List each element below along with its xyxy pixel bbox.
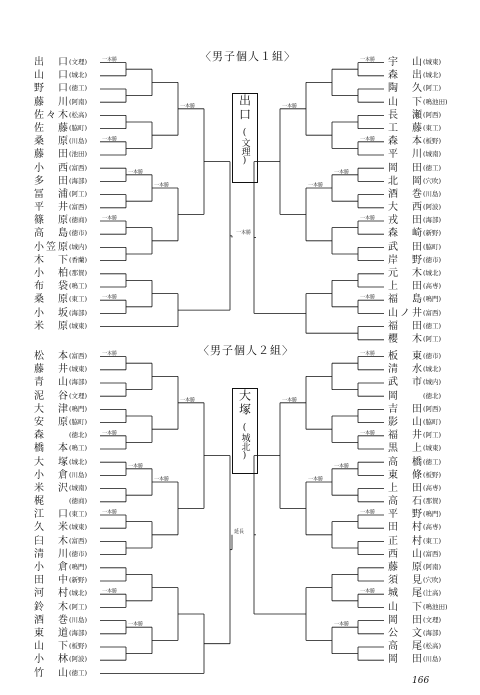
player-name: 公 文 bbox=[388, 627, 422, 639]
final-mark: 一本勝 bbox=[236, 229, 252, 236]
score-mark: 一本勝 bbox=[128, 463, 144, 470]
player-school: (阿工) bbox=[423, 334, 442, 343]
player-school: (徳商) bbox=[69, 216, 88, 225]
player-name: 武 市 bbox=[388, 377, 422, 389]
player-school: (板野) bbox=[69, 642, 88, 651]
player-school: (城内) bbox=[69, 242, 88, 251]
player-school: (穴吹) bbox=[423, 576, 442, 585]
player-name: 清 川 bbox=[34, 548, 68, 560]
score-mark: 一本勝 bbox=[308, 182, 324, 189]
player-name: 高 橋 bbox=[388, 456, 422, 468]
player-school: (海部) bbox=[69, 308, 88, 317]
player-name: 黒 上 bbox=[388, 443, 422, 455]
player-name: 小笠原 bbox=[34, 241, 68, 253]
player-school: (川島) bbox=[69, 615, 88, 624]
player-name: 元 木 bbox=[388, 268, 422, 279]
player-name: 影 山 bbox=[388, 416, 422, 428]
player-name: 青 山 bbox=[34, 377, 68, 389]
player-name: 出 口 bbox=[34, 57, 68, 68]
player-name: 布 袋 bbox=[34, 281, 68, 293]
player-name: 田 中 bbox=[34, 575, 68, 587]
section1-title: 〈男子個人１組〉 bbox=[200, 50, 296, 63]
player-school: (海部) bbox=[423, 216, 442, 225]
player-school: (鳴池田) bbox=[423, 97, 448, 106]
player-school: (城南) bbox=[423, 150, 442, 159]
player-school: (阿波) bbox=[423, 203, 442, 212]
player-school: (徳工) bbox=[69, 668, 88, 677]
player-school: (鳴門) bbox=[69, 563, 88, 571]
player-school: (鳴門) bbox=[423, 295, 442, 304]
player-name: 森 bbox=[34, 430, 44, 442]
player-school: (板野) bbox=[423, 137, 442, 146]
player-school: (新野) bbox=[423, 229, 442, 238]
player-school: (鳴工) bbox=[69, 444, 88, 453]
player-name: 河 村 bbox=[34, 588, 68, 600]
player-name: 清 水 bbox=[388, 364, 422, 376]
score-mark: 一本勝 bbox=[154, 182, 170, 189]
player-name: 野 口 bbox=[34, 83, 68, 95]
player-school: (城東) bbox=[423, 444, 442, 453]
player-name: 工 藤 bbox=[388, 122, 422, 134]
player-school: (富西) bbox=[423, 549, 442, 558]
player-name: 木 下 bbox=[34, 254, 68, 266]
score-mark: 一本勝 bbox=[102, 136, 118, 143]
score-mark: 一本勝 bbox=[102, 294, 118, 301]
player-school: (脇町) bbox=[423, 242, 442, 251]
player-name: 高 尾 bbox=[388, 641, 422, 653]
score-mark: 一本勝 bbox=[154, 476, 170, 483]
player-school: (富西) bbox=[69, 163, 88, 172]
player-name: 大 西 bbox=[388, 202, 422, 214]
score-mark: 一本勝 bbox=[308, 476, 324, 483]
player-school: (徳市) bbox=[69, 549, 88, 558]
player-school: (東工) bbox=[69, 510, 88, 519]
final-mark: 延長 bbox=[234, 528, 245, 535]
player-school: (鳴門) bbox=[423, 510, 442, 519]
player-school: (城内) bbox=[423, 378, 442, 387]
player-name: 鈴 木 bbox=[34, 601, 68, 613]
score-mark: 一本勝 bbox=[360, 588, 376, 595]
player-school: (辻高) bbox=[423, 589, 442, 598]
score-mark: 一本勝 bbox=[128, 169, 144, 176]
player-name: 藤 川 bbox=[34, 96, 68, 108]
player-school: (海部) bbox=[69, 378, 88, 387]
player-school: (川島) bbox=[69, 470, 88, 479]
player-name: 藤 原 bbox=[388, 562, 422, 573]
player-name: 高 島 bbox=[34, 228, 68, 240]
player-name: 久米 bbox=[34, 522, 68, 534]
player-name: 小 林 bbox=[34, 654, 68, 666]
player-name: 田 村 bbox=[388, 522, 422, 534]
player-school: (文理) bbox=[69, 391, 88, 400]
player-school: (鳴池田) bbox=[423, 602, 448, 611]
player-name: 佐 藤 bbox=[34, 122, 68, 134]
player-school: (脇町) bbox=[423, 417, 442, 426]
player-name: 山ノ井 bbox=[388, 307, 422, 319]
player-name: 藤 田 bbox=[34, 149, 68, 161]
score-mark: 一本勝 bbox=[102, 588, 118, 595]
player-name: 東 條 bbox=[388, 469, 422, 481]
player-school: (阿西) bbox=[423, 404, 442, 413]
section1-winner-name: 出口 bbox=[237, 94, 252, 122]
player-school: (徳工) bbox=[423, 457, 442, 466]
player-school: (城北) bbox=[69, 589, 88, 598]
player-name: 長 瀬 bbox=[388, 109, 422, 121]
score-mark: 一本勝 bbox=[360, 294, 376, 301]
player-name: 福 田 bbox=[388, 320, 422, 332]
player-school: (高専) bbox=[423, 523, 442, 532]
player-name: 江 口 bbox=[34, 509, 68, 521]
score-mark: 一本勝 bbox=[360, 136, 376, 143]
player-school: (阿西) bbox=[423, 110, 442, 119]
player-school: (文理) bbox=[69, 58, 88, 66]
player-name: 藤 井 bbox=[34, 364, 68, 376]
player-name: 岸 野 bbox=[388, 254, 422, 266]
player-school: (阿波) bbox=[69, 655, 88, 664]
player-school: (高専) bbox=[423, 483, 442, 492]
player-name: 橋 本 bbox=[34, 443, 68, 455]
player-name: 臼 木 bbox=[34, 535, 68, 547]
player-name: 平 井 bbox=[34, 202, 68, 214]
player-name: 森 本 bbox=[388, 136, 422, 148]
player-school: (高専) bbox=[423, 282, 442, 291]
player-school: (阿南) bbox=[69, 97, 88, 106]
player-school: (川島) bbox=[69, 137, 88, 146]
player-school: (徳商) bbox=[69, 497, 88, 506]
player-name: 梶 bbox=[34, 496, 44, 508]
player-name: 小 倉 bbox=[34, 562, 68, 573]
player-school: (徳市) bbox=[69, 229, 88, 238]
player-school: (徳市) bbox=[423, 255, 442, 264]
score-mark: 一本勝 bbox=[102, 57, 118, 64]
player-school: (徳工) bbox=[423, 321, 442, 330]
player-name: 篠 原 bbox=[34, 215, 68, 227]
player-name: 岡 田 bbox=[388, 654, 422, 666]
player-name: 吉 田 bbox=[388, 403, 422, 415]
player-name: 安 原 bbox=[34, 416, 68, 428]
player-name: 櫻 木 bbox=[388, 333, 422, 345]
section1-winner-school: (文理) bbox=[239, 128, 250, 166]
player-name: 桑 原 bbox=[34, 136, 68, 148]
player-school: (阿工) bbox=[423, 84, 442, 93]
player-name: 小 柏 bbox=[34, 268, 68, 279]
player-school: (文理) bbox=[423, 615, 442, 624]
player-name: 森 崎 bbox=[388, 228, 422, 240]
player-school: (板野) bbox=[423, 470, 442, 479]
player-name: 福 井 bbox=[388, 430, 422, 442]
player-name: 小 倉 bbox=[34, 469, 68, 481]
player-name: 福 島 bbox=[388, 294, 422, 306]
player-name: 東 道 bbox=[34, 627, 68, 639]
player-school: (阿工) bbox=[69, 189, 88, 198]
player-name: 板 東 bbox=[388, 351, 422, 362]
player-name: 小 坂 bbox=[34, 307, 68, 319]
player-school: (新野) bbox=[69, 576, 88, 585]
player-school: (香蘭) bbox=[69, 255, 88, 264]
player-school: (城東) bbox=[69, 321, 88, 330]
player-name: 森 出 bbox=[388, 70, 422, 82]
player-school: (徳市) bbox=[423, 352, 442, 360]
player-name: 須 見 bbox=[388, 575, 422, 587]
player-school: (城北) bbox=[423, 71, 442, 80]
player-name: 宇 山 bbox=[388, 57, 422, 68]
player-name: 山 下 bbox=[34, 641, 68, 653]
player-name: 酒 巻 bbox=[34, 614, 68, 626]
player-name: 戎 田 bbox=[388, 215, 422, 227]
player-school: (海部) bbox=[69, 176, 88, 185]
player-name: 岡 bbox=[388, 390, 398, 402]
player-name: 酒 巻 bbox=[388, 188, 422, 200]
player-name: 松 本 bbox=[34, 351, 68, 362]
player-name: 大 塚 bbox=[34, 456, 68, 468]
player-school: (富西) bbox=[69, 203, 88, 212]
player-school: (川島) bbox=[423, 655, 442, 664]
player-school: (穴吹) bbox=[423, 176, 442, 185]
section2-title: 〈男子個人２組〉 bbox=[198, 344, 294, 357]
section2-winner-name: 大塚 bbox=[237, 389, 252, 417]
player-school: (城北) bbox=[69, 71, 88, 80]
player-name: 佐々木 bbox=[34, 109, 68, 121]
player-name: 城 尾 bbox=[388, 588, 422, 600]
player-name: 竹 山 bbox=[34, 667, 68, 679]
player-name: 陶 久 bbox=[388, 83, 422, 95]
player-name: 桑 原 bbox=[34, 294, 68, 306]
player-name: 平 川 bbox=[388, 149, 422, 161]
player-name: 上 田 bbox=[388, 281, 422, 293]
player-school: (脇町) bbox=[69, 417, 88, 426]
player-name: 平 野 bbox=[388, 509, 422, 521]
player-name: 冨 浦 bbox=[34, 188, 68, 200]
score-mark: 一本勝 bbox=[102, 351, 118, 358]
player-school: (阿南) bbox=[423, 563, 442, 571]
player-name: 北 岡 bbox=[388, 175, 422, 187]
player-school: (東工) bbox=[69, 295, 88, 304]
player-school: (城東) bbox=[69, 523, 88, 532]
score-mark: 一本勝 bbox=[180, 397, 196, 404]
player-name: 大 津 bbox=[34, 403, 68, 415]
score-mark: 一本勝 bbox=[282, 397, 298, 404]
player-school: (富西) bbox=[69, 536, 88, 545]
player-school: (東工) bbox=[423, 123, 442, 132]
player-name: 正 村 bbox=[388, 535, 422, 547]
player-name: 岡 田 bbox=[388, 614, 422, 626]
player-school: (城東) bbox=[423, 58, 442, 66]
player-name: 高 石 bbox=[388, 496, 422, 508]
player-school: (那賀) bbox=[69, 269, 88, 277]
player-name: 米 沢 bbox=[34, 482, 68, 494]
player-school: (徳北) bbox=[69, 431, 88, 440]
score-mark: 一本勝 bbox=[334, 463, 350, 470]
player-name: 武 田 bbox=[388, 241, 422, 253]
player-school: (海部) bbox=[69, 628, 88, 637]
player-name: 山 口 bbox=[34, 70, 68, 82]
player-school: (池田) bbox=[69, 150, 88, 159]
player-school: (富西) bbox=[423, 308, 442, 317]
score-mark: 一本勝 bbox=[102, 509, 118, 516]
score-mark: 一本勝 bbox=[360, 509, 376, 516]
player-name: 山 下 bbox=[388, 96, 422, 108]
player-name: 岡 田 bbox=[388, 162, 422, 174]
player-name: 山 下 bbox=[388, 601, 422, 613]
player-name: 米 原 bbox=[34, 320, 68, 332]
player-school: (鳴門) bbox=[69, 404, 88, 413]
player-school: (阿工) bbox=[423, 431, 442, 440]
player-school: (鳴工) bbox=[69, 282, 88, 291]
score-mark: 一本勝 bbox=[282, 103, 298, 110]
player-school: (松高) bbox=[69, 110, 88, 119]
player-school: (川島) bbox=[423, 189, 442, 198]
player-name: 上 田 bbox=[388, 482, 422, 494]
score-mark: 一本勝 bbox=[334, 169, 350, 176]
score-mark: 一本勝 bbox=[360, 215, 376, 222]
score-mark: 一本勝 bbox=[360, 430, 376, 437]
score-mark: 一本勝 bbox=[334, 621, 350, 628]
player-name: 西 山 bbox=[388, 548, 422, 560]
score-mark: 一本勝 bbox=[128, 621, 144, 628]
player-name: 多 田 bbox=[34, 175, 68, 187]
score-mark: 一本勝 bbox=[102, 215, 118, 222]
page-number: 166 bbox=[412, 676, 430, 686]
player-school: (那賀) bbox=[423, 497, 442, 506]
player-school: (脇町) bbox=[69, 123, 88, 132]
player-school: (松高) bbox=[423, 642, 442, 651]
section2-winner-school: (城北) bbox=[239, 423, 250, 461]
player-name: 小 西 bbox=[34, 162, 68, 174]
player-school: (富西) bbox=[69, 352, 88, 360]
player-school: (海部) bbox=[423, 628, 442, 637]
player-school: (阿工) bbox=[69, 602, 88, 611]
player-school: (城東) bbox=[69, 365, 88, 374]
score-mark: 一本勝 bbox=[360, 57, 376, 64]
player-name: 泥 谷 bbox=[34, 390, 68, 402]
score-mark: 一本勝 bbox=[360, 351, 376, 358]
player-school: (城北) bbox=[69, 457, 88, 466]
player-school: (徳工) bbox=[423, 163, 442, 172]
player-school: (城北) bbox=[423, 365, 442, 374]
player-school: (東工) bbox=[423, 536, 442, 545]
player-school: (城南) bbox=[69, 483, 88, 492]
score-mark: 一本勝 bbox=[102, 430, 118, 437]
score-mark: 一本勝 bbox=[180, 103, 196, 110]
player-school: (城北) bbox=[423, 269, 442, 277]
player-school: (徳工) bbox=[69, 84, 88, 93]
player-school: (徳北) bbox=[423, 391, 442, 400]
